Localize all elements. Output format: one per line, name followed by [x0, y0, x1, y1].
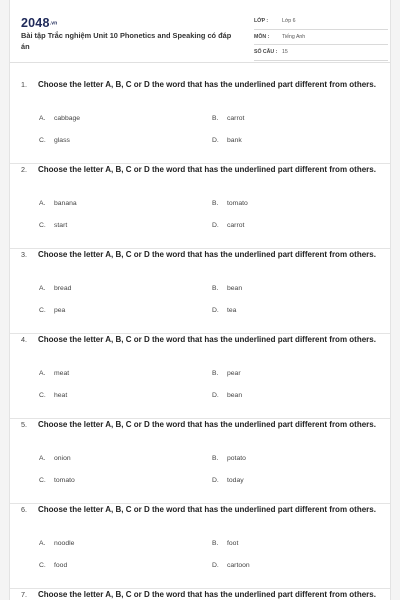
- answer-option-c[interactable]: [39, 137, 70, 144]
- option-letter: B.: [212, 115, 219, 122]
- option-letter: A.: [39, 540, 46, 547]
- option-letter: C.: [39, 222, 46, 229]
- question-item: [10, 334, 390, 419]
- option-text: foot: [227, 540, 239, 547]
- question-text: Choose the letter A, B, C or D the word that has the underlined part different from others.: [38, 335, 376, 344]
- answer-option-d[interactable]: [212, 477, 244, 484]
- option-letter: B.: [212, 285, 219, 292]
- meta-value: Tiếng Anh: [282, 33, 306, 40]
- question-item: [10, 419, 390, 504]
- option-text: banana: [54, 200, 77, 207]
- option-letter: C.: [39, 137, 46, 144]
- meta-row-count: [254, 45, 388, 61]
- option-text: food: [54, 562, 68, 569]
- answer-option-b[interactable]: [212, 200, 248, 207]
- meta-value: 15: [282, 49, 288, 56]
- answer-option-a[interactable]: [39, 285, 71, 292]
- option-text: start: [54, 222, 68, 229]
- answer-option-d[interactable]: [212, 392, 242, 399]
- question-text: Choose the letter A, B, C or D the word that has the underlined part different from others.: [38, 505, 376, 514]
- answer-option-c[interactable]: [39, 392, 67, 399]
- option-letter: D.: [212, 477, 219, 484]
- site-logo[interactable]: [21, 16, 57, 30]
- option-letter: A.: [39, 455, 46, 462]
- answer-option-d[interactable]: [212, 307, 236, 314]
- question-text: Choose the letter A, B, C or D the word that has the underlined part different from others.: [38, 250, 376, 259]
- answer-option-b[interactable]: [212, 455, 246, 462]
- meta-row-class: [254, 14, 388, 30]
- option-letter: A.: [39, 370, 46, 377]
- question-number: 7.: [21, 590, 27, 599]
- document-header: [10, 0, 390, 62]
- question-list: [10, 79, 390, 600]
- header-divider: [10, 62, 390, 63]
- option-letter: B.: [212, 455, 219, 462]
- option-letter: A.: [39, 115, 46, 122]
- question-item: [10, 79, 390, 164]
- meta-key: LỚP :: [254, 18, 269, 25]
- logo-suffix: .vn: [49, 20, 58, 27]
- answer-option-a[interactable]: [39, 200, 77, 207]
- question-item: [10, 589, 390, 600]
- option-text: meat: [54, 370, 70, 377]
- option-letter: C.: [39, 477, 46, 484]
- option-text: today: [227, 477, 244, 484]
- question-number: 6.: [21, 505, 27, 514]
- option-text: pea: [54, 307, 66, 314]
- option-text: bank: [227, 137, 242, 144]
- question-number: 5.: [21, 420, 27, 429]
- option-letter: D.: [212, 562, 219, 569]
- option-text: carrot: [227, 115, 245, 122]
- option-text: carrot: [227, 222, 245, 229]
- option-letter: A.: [39, 200, 46, 207]
- option-letter: D.: [212, 392, 219, 399]
- question-number: 2.: [21, 165, 27, 174]
- answer-option-c[interactable]: [39, 477, 75, 484]
- option-text: bread: [54, 285, 72, 292]
- option-text: glass: [54, 137, 70, 144]
- logo-main: 2048: [21, 16, 50, 30]
- option-text: onion: [54, 455, 71, 462]
- option-letter: D.: [212, 222, 219, 229]
- answer-option-b[interactable]: [212, 370, 241, 377]
- answer-option-b[interactable]: [212, 115, 244, 122]
- option-text: potato: [227, 455, 246, 462]
- question-number: 1.: [21, 80, 27, 89]
- answer-option-d[interactable]: [212, 222, 244, 229]
- question-item: [10, 164, 390, 249]
- question-text: Choose the letter A, B, C or D the word that has the underlined part different from others.: [38, 590, 376, 599]
- option-text: tomato: [227, 200, 248, 207]
- option-letter: B.: [212, 200, 219, 207]
- option-letter: B.: [212, 540, 219, 547]
- option-text: heat: [54, 392, 68, 399]
- question-text: Choose the letter A, B, C or D the word that has the underlined part different from others.: [38, 80, 376, 89]
- option-text: pear: [227, 370, 241, 377]
- answer-option-a[interactable]: [39, 115, 80, 122]
- question-number: 4.: [21, 335, 27, 344]
- question-text: Choose the letter A, B, C or D the word that has the underlined part different from others.: [38, 165, 376, 174]
- option-text: tea: [227, 307, 237, 314]
- answer-option-a[interactable]: [39, 455, 71, 462]
- meta-row-subject: [254, 30, 388, 46]
- meta-value: Lớp 6: [282, 18, 296, 25]
- option-letter: D.: [212, 307, 219, 314]
- option-letter: C.: [39, 562, 46, 569]
- option-letter: C.: [39, 307, 46, 314]
- meta-key: MÔN :: [254, 33, 270, 40]
- option-letter: B.: [212, 370, 219, 377]
- option-text: bean: [227, 392, 243, 399]
- document-meta: [254, 14, 388, 61]
- answer-option-d[interactable]: [212, 562, 250, 569]
- option-text: bean: [227, 285, 243, 292]
- question-item: [10, 249, 390, 334]
- option-text: noodle: [54, 540, 75, 547]
- answer-option-c[interactable]: [39, 307, 65, 314]
- option-letter: D.: [212, 137, 219, 144]
- answer-option-c[interactable]: [39, 222, 67, 229]
- question-number: 3.: [21, 250, 27, 259]
- option-text: tomato: [54, 477, 75, 484]
- option-letter: C.: [39, 392, 46, 399]
- answer-option-b[interactable]: [212, 540, 238, 547]
- meta-key: SỐ CÂU :: [254, 49, 278, 56]
- question-text: Choose the letter A, B, C or D the word that has the underlined part different from others.: [38, 420, 376, 429]
- answer-option-a[interactable]: [39, 540, 74, 547]
- answer-option-d[interactable]: [212, 137, 242, 144]
- option-text: cabbage: [54, 115, 81, 122]
- answer-option-c[interactable]: [39, 562, 67, 569]
- answer-option-b[interactable]: [212, 285, 242, 292]
- document-page: [9, 0, 391, 600]
- option-letter: A.: [39, 285, 46, 292]
- question-item: [10, 504, 390, 589]
- document-title: Bài tập Trắc nghiệm Unit 10 Phonetics and Speaking có đáp án: [21, 31, 232, 51]
- option-text: cartoon: [227, 562, 250, 569]
- answer-option-a[interactable]: [39, 370, 69, 377]
